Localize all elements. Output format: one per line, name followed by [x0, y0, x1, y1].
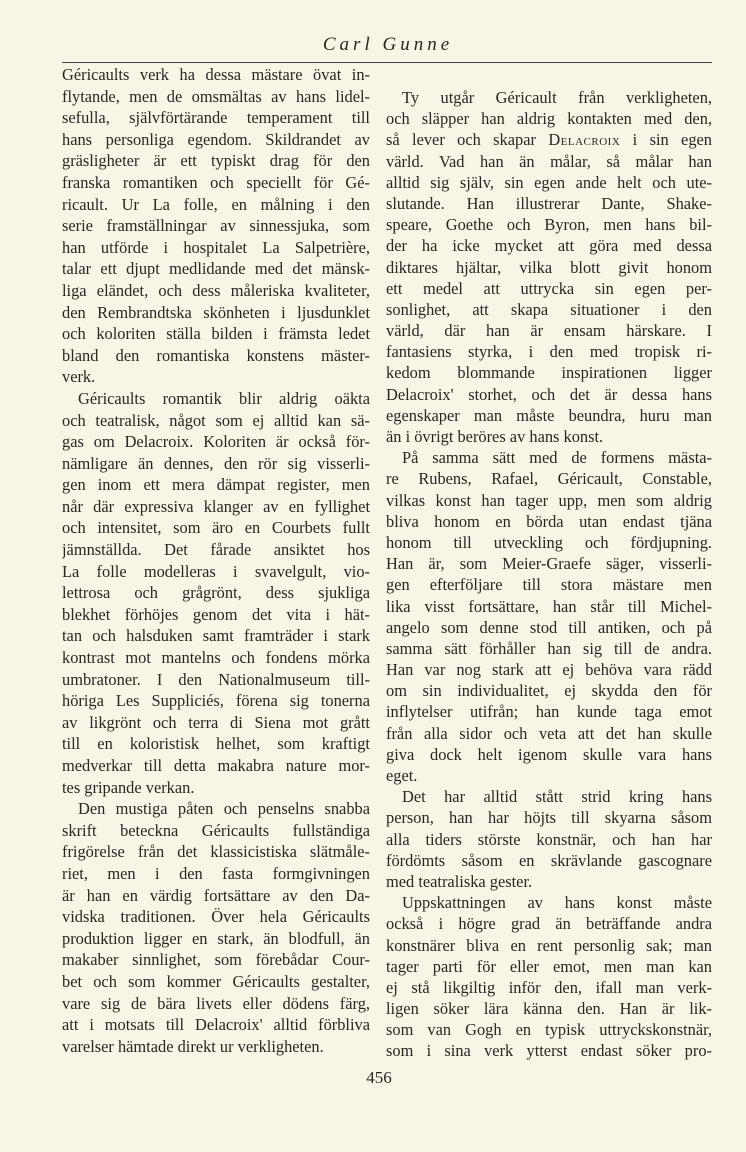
text-line: Uppskattningen av hans konst måste [402, 893, 712, 913]
text-line: höriga Les Suppliciés, förena sig tonerna [62, 691, 370, 711]
text-line: kontrast mot mantelns och fondens mörka [62, 648, 370, 668]
paragraph [62, 64, 370, 388]
text-line: Ty utgår Géricault från verkligheten, [402, 88, 712, 107]
running-head: Carl Gunne [322, 34, 454, 55]
text-line: verk. [62, 367, 96, 387]
text-line: och koloriten ställa bilden i främsta ledet [62, 324, 370, 344]
text-line: än i övrigt beröres av hans konst. [386, 427, 604, 446]
text-line: eget. [386, 766, 418, 785]
text-segment: i sin egen [620, 130, 712, 150]
text-line: egenskaper man måste beundra, huru man [386, 405, 712, 425]
text-line: som i sina verk ytterst endast söker pro- [386, 1041, 712, 1061]
text-line: slutande. Han illustrerar Dante, Shake- [386, 193, 712, 213]
text-line: av likgrönt och terra di Siena mot grått [62, 712, 370, 732]
text-line: att i motsats till Delacroix' alltid förbliva [62, 1015, 370, 1035]
text-line: värld. Vad han än målar, så målar han [386, 151, 712, 171]
page-number: 456 [366, 1068, 392, 1087]
text-line: speare, Goethe och Byron, men hans bil- [386, 215, 712, 235]
paragraph [386, 892, 712, 1062]
text-line: tan och halsduken samt framträder i stark [62, 626, 370, 646]
small-caps-name: Delacroix [548, 130, 621, 150]
text-line: bet och som kommer Géricaults gestalter, [62, 971, 370, 991]
text-line: honom till utveckling och fördjupning. [386, 532, 712, 552]
paragraph [62, 388, 370, 798]
text-line: konstnärer bliva en rent personlig sak; man [386, 935, 712, 955]
text-line: till en koloristisk helhet, som kraftigt [62, 734, 370, 754]
text-line: gräsligheter är ett typiskt drag för den [62, 151, 370, 171]
text-line: makaber sinnlighet, som förebådar Cour- [62, 950, 370, 970]
text-line: talar ett djupt medlidande med det mänsk- [62, 259, 370, 279]
text-line: den Rembrandtska skönheten i ljusdunklet [62, 302, 370, 322]
text-line: också i högre grad än beträffande andra [386, 914, 712, 934]
text-line [386, 129, 712, 150]
paragraph [386, 87, 712, 447]
text-line: blekhet förhöjes genom det vita i hät- [62, 604, 370, 624]
text-line: franska romantiken och speciellt för Gé- [62, 172, 370, 192]
text-line: Han var nog stark att ej behöva vara rädd [386, 660, 712, 680]
text-line: bliva honom en börda utan endast tjäna [386, 511, 712, 531]
text-line: Delacroix' storhet, och det är dessa hans [386, 384, 712, 404]
text-line: Géricaults verk ha dessa mästare övat in- [62, 65, 370, 84]
text-line: inflytelser utifrån; han kunde taga emot [386, 702, 712, 722]
text-line: liga eländet, och dess måleriska kvaliteter, [62, 280, 370, 300]
text-line: Det har alltid stått strid kring hans [402, 787, 712, 807]
text-line: värld, där han är ensam härskare. I [386, 321, 712, 341]
text-line: alla tiders störste konstnär, och han har [386, 829, 712, 849]
text-line: Han är, som Meier-Graefe säger, visserli- [386, 554, 712, 574]
text-line: sefulla, självförtärande temperament till [62, 108, 370, 128]
text-line: gen efterföljare till stora mästare men [386, 575, 712, 595]
text-line: flytande, men de omsmältas av hans lidel- [62, 86, 370, 106]
text-line: Den mustiga påten och penselns snabba [78, 799, 370, 819]
text-line: angelo som denne stod till antiken, och på [386, 617, 712, 637]
text-line: hans personliga egendom. Skildrandet av [62, 129, 370, 149]
text-line: är han en värdig fortsättare av den Da- [62, 885, 370, 905]
text-line: samma sätt förhåller han sig till de andra. [386, 638, 712, 658]
text-line: kedom blommande inspirationen ligger [386, 363, 712, 383]
text-line: som van Gogh en typisk uttryckskonstnär, [386, 1020, 712, 1040]
text-line: varelser hämtade direkt ur verkligheten. [62, 1036, 324, 1056]
text-line: giva dock helt igenom skulle vara hans [386, 744, 712, 764]
text-line: tager parti för eller emot, men man kan [386, 956, 712, 976]
paragraph [62, 798, 370, 1057]
text-line: der ha icke mycket att göra med dessa [386, 236, 712, 256]
text-line: ligen söker lära känna den. Han är lik- [386, 999, 712, 1019]
text-line: ett medel att uttrycka sin egen per- [386, 278, 712, 298]
paragraph [386, 786, 712, 892]
text-line: diktares hjältar, vilka blott givit honom [386, 257, 712, 277]
text-line: jämnställda. Det fårade ansiktet hos [62, 540, 370, 560]
header-rule [62, 62, 712, 63]
text-line: serie framställningar av sinnessjuka, som [62, 216, 370, 236]
text-segment: så lever och skapar [386, 130, 549, 150]
text-line: och släpper han aldrig kontakten med den, [386, 109, 712, 129]
text-line: alltid sig själv, sin egen ande helt och ute- [386, 172, 712, 192]
text-line: La folle modelleras i svavelgult, vio- [62, 561, 370, 581]
text-line: På samma sätt med de formens mästa- [402, 448, 712, 468]
text-line: gen inom ett mera dämpat register, men [62, 475, 370, 495]
text-line: han utförde i hospitalet La Salpetrière, [62, 237, 370, 257]
text-line: sonlighet, att skapa situationer i den [386, 299, 712, 319]
text-line: nämligare än dennes, den rör sig visserli- [62, 453, 370, 473]
left-column [62, 64, 370, 1057]
text-line: frigörelse från det klassicistiska slätmåle- [62, 842, 370, 862]
text-line: når där expressiva klanger av en fyllighet [62, 496, 370, 516]
text-line: medverkar till detta makabra nature mor- [62, 756, 370, 775]
text-line: produktion ligger en stark, än blodfull, än [62, 928, 370, 948]
text-line: från alla sidor och veta att det han skulle [386, 723, 712, 743]
text-line: bland den romantiska konstens mäster- [62, 345, 370, 365]
text-line: vilkas konst han tager upp, men som aldrig [386, 490, 712, 510]
text-line: med teatraliska gester. [386, 871, 533, 891]
text-line: umbratoner. I den Nationalmuseum till- [62, 669, 370, 689]
text-line: fördömts såsom en skrävlande gascognare [386, 850, 712, 870]
text-line: och intensitet, som äro en Courbets fullt [62, 518, 370, 538]
text-line: gas om Delacroix. Koloriten är också för- [62, 432, 370, 452]
text-line: tes gripande verkan. [62, 777, 195, 797]
text-line: lika visst fortsättare, han står till Michel- [386, 596, 712, 616]
text-line: ricault. Ur La folle, en målning i den [62, 194, 370, 214]
text-line: lettrosa och grågrönt, dess sjukliga [62, 583, 370, 603]
text-line: vidska traditionen. Över hela Géricaults [62, 907, 370, 927]
paragraph [386, 447, 712, 786]
text-line: ej stå likgiltig inför den, ifall man verk- [386, 977, 712, 997]
right-column [386, 87, 712, 1062]
text-line: re Rubens, Rafael, Géricault, Constable, [386, 469, 712, 489]
text-line: och teatralisk, något som ej alltid kan sä- [62, 410, 370, 430]
text-line: vare sig de bära livets eller dödens färg, [62, 993, 370, 1013]
text-line: riet, men i den fasta formgivningen [62, 863, 370, 883]
text-line: Géricaults romantik blir aldrig oäkta [78, 388, 370, 408]
text-line: om sin individualitet, ej skydda den för [386, 681, 712, 701]
text-line: fantasiens styrka, i den med tropisk ri- [386, 342, 712, 362]
text-line: skrift beteckna Géricaults fullständiga [62, 820, 370, 840]
text-line: person, han har höjts till skyarna såsom [386, 808, 712, 828]
